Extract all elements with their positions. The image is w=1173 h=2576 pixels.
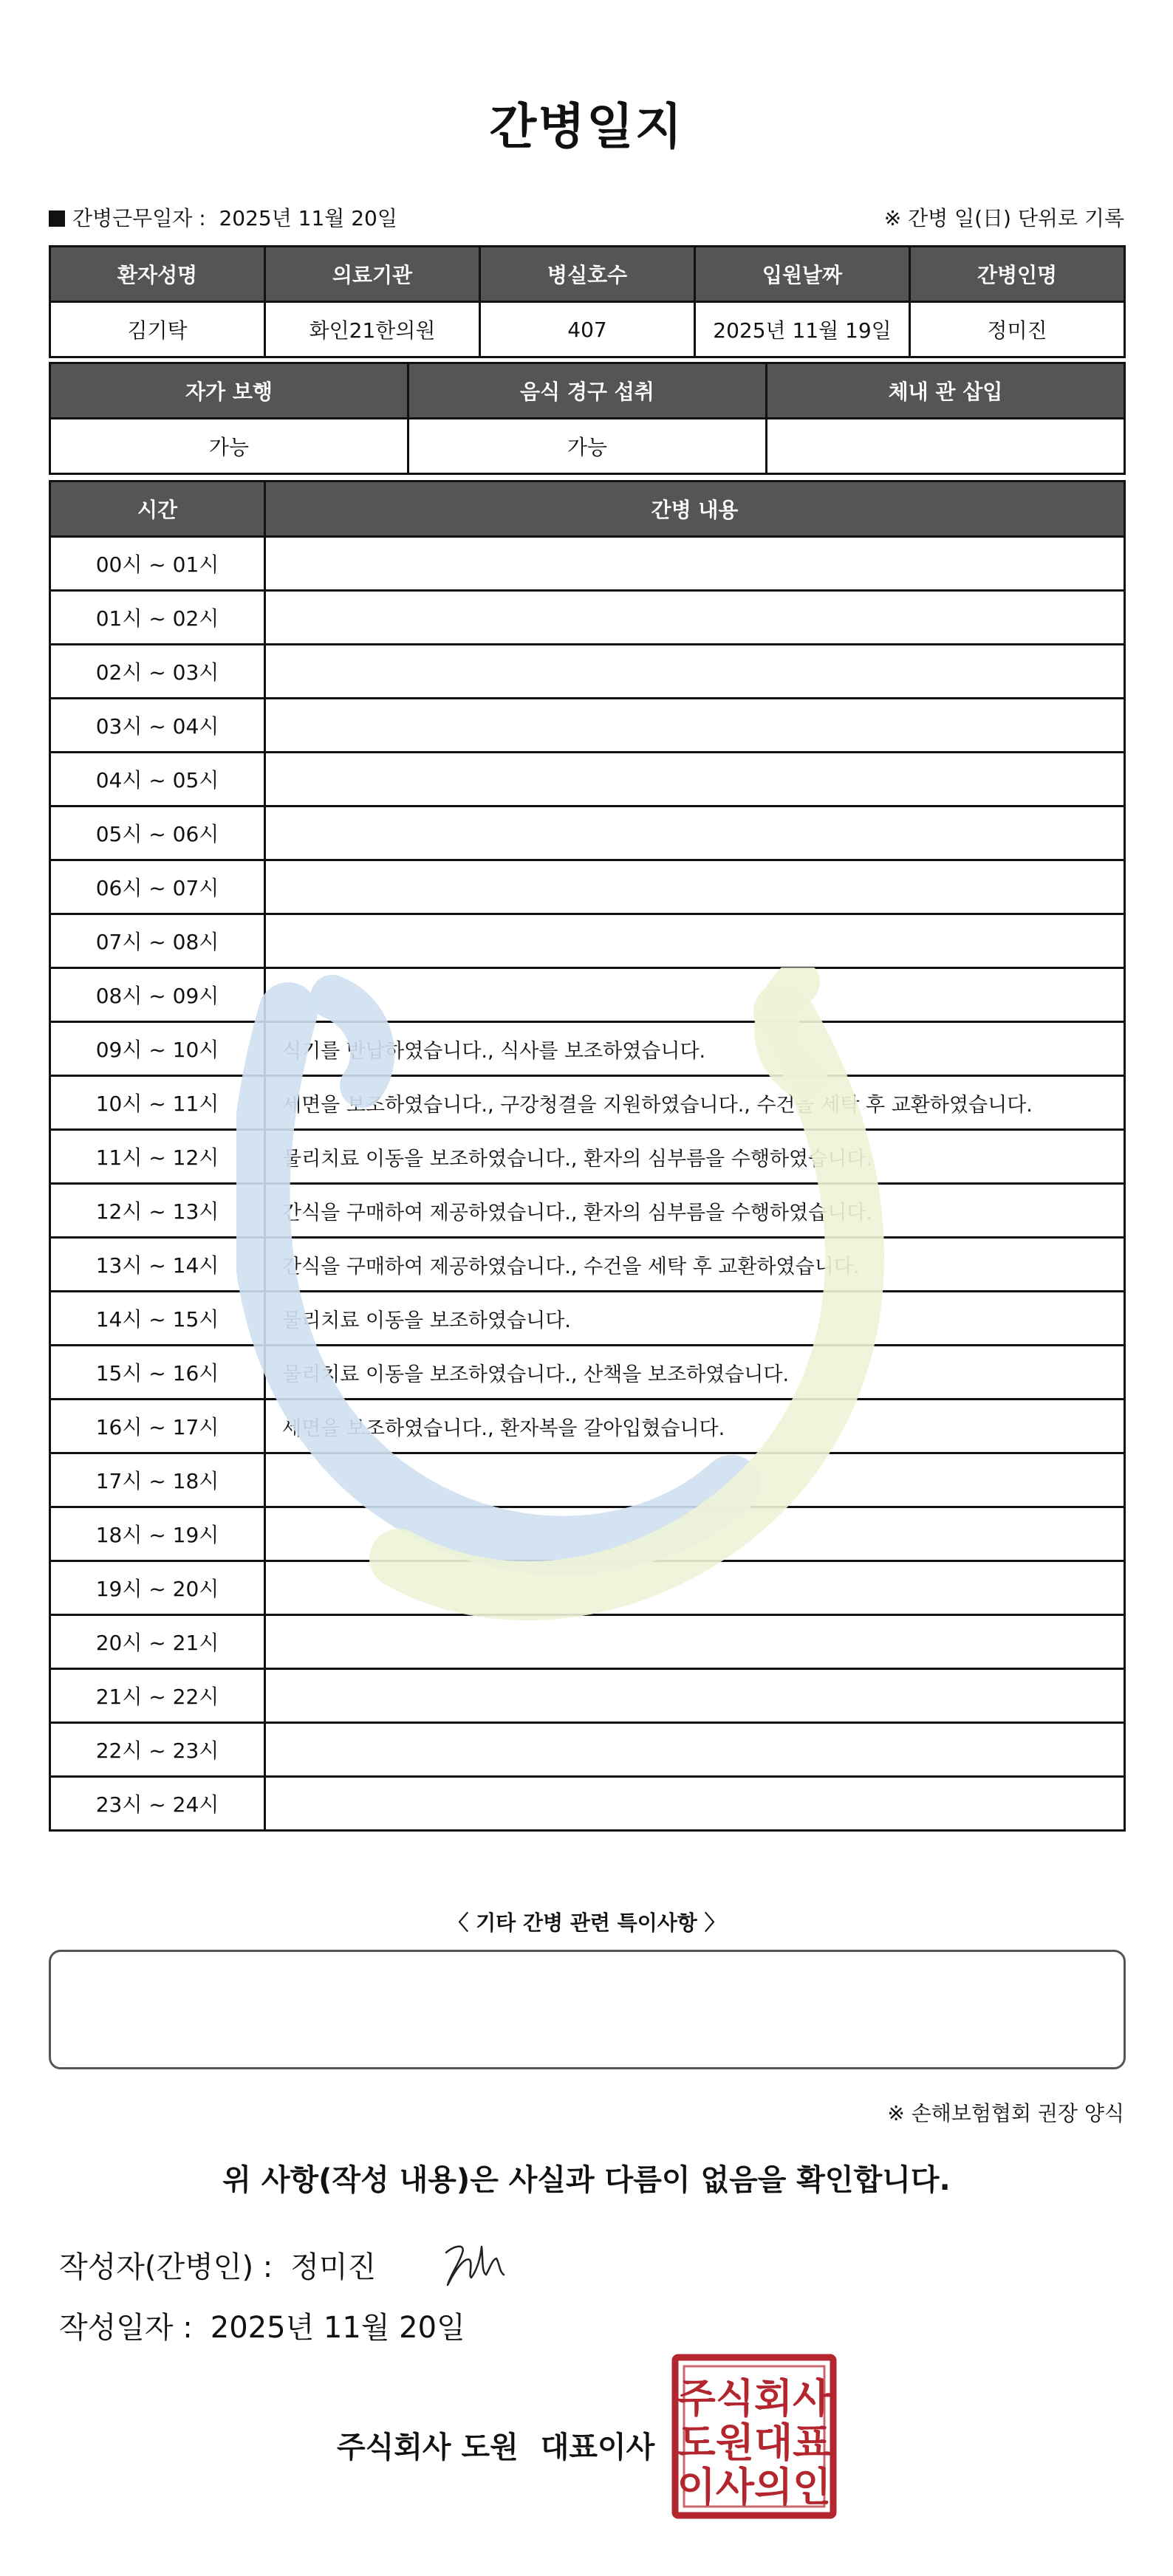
special-notes-title: 〈 기타 간병 관련 특이사항 〉 <box>448 1911 725 1935</box>
time-slot: 17시 ~ 18시 <box>50 1453 265 1507</box>
time-slot: 03시 ~ 04시 <box>50 699 265 753</box>
writer-label: 작성자(간병인) : <box>59 2250 273 2284</box>
patient-info-value-row <box>50 302 1125 357</box>
time-slot: 20시 ~ 21시 <box>50 1615 265 1669</box>
care-log-body <box>50 537 1125 1831</box>
seal-text-row: 주식회사 <box>677 2375 832 2422</box>
ceo-title: 대표이사 <box>540 2431 655 2464</box>
care-content: 물리치료 이동을 보조하였습니다., 환자의 심부름을 수행하였습니다. <box>265 1130 1125 1184</box>
care-log-row <box>50 1400 1125 1453</box>
care-log-row <box>50 1723 1125 1777</box>
care-content <box>265 1453 1125 1507</box>
care-log-row <box>50 914 1125 968</box>
self-walking-value: 가능 <box>50 419 408 474</box>
care-content <box>265 1777 1125 1831</box>
care-log-row <box>50 1507 1125 1561</box>
care-content <box>265 806 1125 860</box>
care-log-row <box>50 1615 1125 1669</box>
care-content <box>265 860 1125 914</box>
time-slot: 01시 ~ 02시 <box>50 591 265 645</box>
header-hospital: 의료기관 <box>265 247 480 302</box>
special-notes-box <box>49 1950 1126 2069</box>
time-slot: 05시 ~ 06시 <box>50 806 265 860</box>
time-slot: 12시 ~ 13시 <box>50 1184 265 1238</box>
writer-value: 정미진 <box>290 2250 377 2284</box>
tube-insertion-value <box>766 419 1124 474</box>
care-log-row <box>50 591 1125 645</box>
care-log-row <box>50 537 1125 591</box>
care-log-header-row <box>50 482 1125 537</box>
time-slot: 08시 ~ 09시 <box>50 968 265 1022</box>
care-content <box>265 1561 1125 1615</box>
time-slot: 10시 ~ 11시 <box>50 1076 265 1130</box>
date-value: 2025년 11월 20일 <box>210 2311 465 2345</box>
header-patient-name: 환자성명 <box>50 247 265 302</box>
admission-date-value: 2025년 11월 19일 <box>695 302 910 357</box>
care-content <box>265 1723 1125 1777</box>
work-date <box>49 202 397 232</box>
care-content <box>265 1507 1125 1561</box>
seal-text-row: 도원대표 <box>677 2419 832 2466</box>
care-content: 세면을 보조하였습니다., 구강청결을 지원하였습니다., 수건을 세탁 후 교환하였습니다. <box>265 1076 1125 1130</box>
header-oral-intake: 음식 경구 섭취 <box>408 363 766 419</box>
patient-name-value: 김기탁 <box>50 302 265 357</box>
care-content: 세면을 보조하였습니다., 환자복을 갈아입혔습니다. <box>265 1400 1125 1453</box>
time-slot: 14시 ~ 15시 <box>50 1292 265 1346</box>
care-content: 물리치료 이동을 보조하였습니다., 산책을 보조하였습니다. <box>265 1346 1125 1400</box>
date-label: 작성일자 : <box>59 2311 193 2345</box>
care-content <box>265 968 1125 1022</box>
care-log-row <box>50 1669 1125 1723</box>
care-content <box>265 753 1125 806</box>
status-header-row <box>50 363 1125 419</box>
care-log-row <box>50 806 1125 860</box>
care-content <box>265 645 1125 699</box>
time-slot: 09시 ~ 10시 <box>50 1022 265 1076</box>
patient-info-header-row <box>50 247 1125 302</box>
time-slot: 04시 ~ 05시 <box>50 753 265 806</box>
status-value-row <box>50 419 1125 474</box>
care-log-row <box>50 1292 1125 1346</box>
hospital-value: 화인21한의원 <box>265 302 480 357</box>
writer-line <box>59 2244 376 2286</box>
time-slot: 07시 ~ 08시 <box>50 914 265 968</box>
time-slot: 11시 ~ 12시 <box>50 1130 265 1184</box>
header-time: 시간 <box>50 482 265 537</box>
care-log-row <box>50 1022 1125 1076</box>
company-name: 주식회사 도원 <box>337 2431 519 2464</box>
header-care-content: 간병 내용 <box>265 482 1125 537</box>
care-log-row <box>50 1346 1125 1400</box>
care-log-row <box>50 1777 1125 1831</box>
care-log-row <box>50 1238 1125 1292</box>
patient-status-table <box>49 362 1126 475</box>
header-room-number: 병실호수 <box>480 247 695 302</box>
time-slot: 00시 ~ 01시 <box>50 537 265 591</box>
time-slot: 19시 ~ 20시 <box>50 1561 265 1615</box>
care-content <box>265 914 1125 968</box>
care-log-row <box>50 1130 1125 1184</box>
care-log-row <box>50 1453 1125 1507</box>
room-number-value: 407 <box>480 302 695 357</box>
oral-intake-value: 가능 <box>408 419 766 474</box>
care-log-row <box>50 968 1125 1022</box>
document-title: 간병일지 <box>489 98 684 155</box>
care-content <box>265 591 1125 645</box>
company-line <box>337 2424 654 2466</box>
care-log-row <box>50 699 1125 753</box>
care-content: 간식을 구매하여 제공하였습니다., 환자의 심부름을 수행하였습니다. <box>265 1184 1125 1238</box>
care-log-row <box>50 753 1125 806</box>
patient-info-table <box>49 245 1126 358</box>
care-log-row <box>50 1184 1125 1238</box>
time-slot: 21시 ~ 22시 <box>50 1669 265 1723</box>
confirmation-statement: 위 사항(작성 내용)은 사실과 다름이 없음을 확인합니다. <box>222 2163 951 2197</box>
care-content: 간식을 구매하여 제공하였습니다., 수건을 세탁 후 교환하였습니다. <box>265 1238 1125 1292</box>
time-slot: 16시 ~ 17시 <box>50 1400 265 1453</box>
work-date-value: 2025년 11월 20일 <box>219 206 397 230</box>
square-bullet-icon <box>49 210 65 227</box>
time-slot: 15시 ~ 16시 <box>50 1346 265 1400</box>
time-slot: 13시 ~ 14시 <box>50 1238 265 1292</box>
time-slot: 06시 ~ 07시 <box>50 860 265 914</box>
header-self-walking: 자가 보행 <box>50 363 408 419</box>
time-slot: 23시 ~ 24시 <box>50 1777 265 1831</box>
care-log-row <box>50 860 1125 914</box>
care-content: 식기를 반납하였습니다., 식사를 보조하였습니다. <box>265 1022 1125 1076</box>
header-caregiver-name: 간병인명 <box>910 247 1125 302</box>
time-slot: 02시 ~ 03시 <box>50 645 265 699</box>
record-note: ※ 간병 일(日) 단위로 기록 <box>883 206 1124 230</box>
care-log-row <box>50 645 1125 699</box>
care-log-row <box>50 1076 1125 1130</box>
care-log-table <box>49 480 1126 1832</box>
care-content <box>265 537 1125 591</box>
care-content <box>265 1615 1125 1669</box>
time-slot: 22시 ~ 23시 <box>50 1723 265 1777</box>
header-admission-date: 입원날짜 <box>695 247 910 302</box>
care-content: 물리치료 이동을 보조하였습니다. <box>265 1292 1125 1346</box>
care-content <box>265 1669 1125 1723</box>
header-tube-insertion: 체내 관 삽입 <box>766 363 1124 419</box>
company-seal-stamp <box>671 2353 838 2520</box>
care-content <box>265 699 1125 753</box>
caregiver-name-value: 정미진 <box>910 302 1125 357</box>
date-line <box>59 2304 465 2346</box>
seal-text-row: 이사의인 <box>677 2464 832 2510</box>
time-slot: 18시 ~ 19시 <box>50 1507 265 1561</box>
work-date-label: 간병근무일자 : <box>72 206 206 230</box>
signature-icon <box>440 2230 511 2289</box>
care-log-row <box>50 1561 1125 1615</box>
recommend-note: ※ 손해보험협회 권장 양식 <box>887 2101 1124 2125</box>
